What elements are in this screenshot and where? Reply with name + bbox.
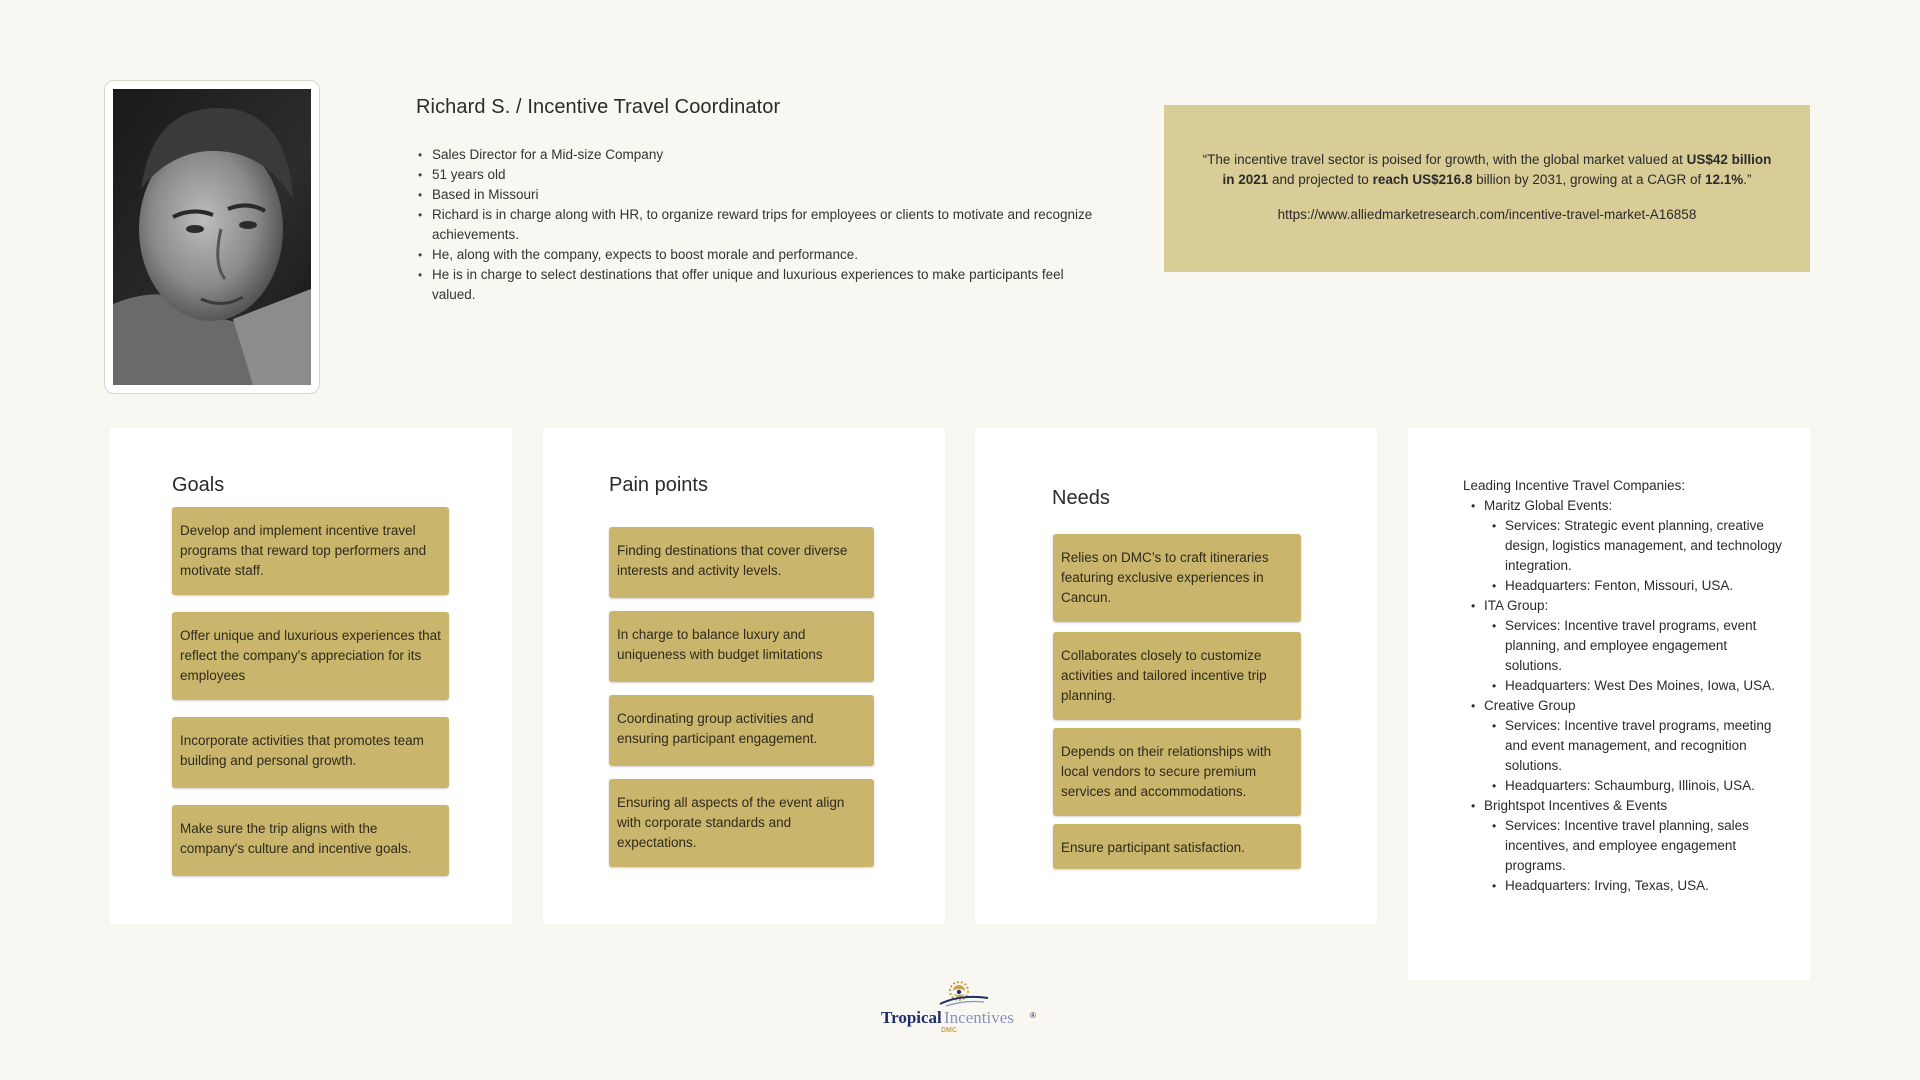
company-headquarters: • Headquarters: Fenton, Missouri, USA. bbox=[1484, 576, 1786, 596]
need-note: Relies on DMC’s to craft itineraries featuring exclusive experiences in Cancun. bbox=[1053, 534, 1301, 622]
pain-point-note: Coordinating group activities and ensuring participant engagement. bbox=[609, 695, 874, 766]
logo-word-tropical: Tropical bbox=[881, 1008, 942, 1027]
company-services: • Services: Strategic event planning, creative design, logistics management, and technology integration. bbox=[1484, 516, 1786, 576]
companies-card bbox=[1408, 428, 1810, 980]
goal-note: Offer unique and luxurious experiences that reflect the company's appreciation for its employees bbox=[172, 612, 449, 700]
company-item bbox=[1463, 496, 1786, 596]
persona-profile bbox=[416, 96, 1096, 305]
company-services: • Services: Incentive travel programs, meeting and event management, and recognition solutions. bbox=[1484, 716, 1786, 776]
need-note: Collaborates closely to customize activities and tailored incentive trip planning. bbox=[1053, 632, 1301, 720]
goals-heading: Goals bbox=[172, 474, 225, 496]
company-name: ITA Group: bbox=[1484, 598, 1549, 613]
pain-point-note: In charge to balance luxury and uniqueness with budget limitations bbox=[609, 611, 874, 682]
pain-points-heading: Pain points bbox=[609, 474, 708, 496]
persona-bullet: • Sales Director for a Mid-size Company bbox=[416, 145, 1096, 165]
pain-point-note: Finding destinations that cover diverse interests and activity levels. bbox=[609, 527, 874, 598]
goal-note: Make sure the trip aligns with the company's culture and incentive goals. bbox=[172, 805, 449, 876]
persona-bullets bbox=[416, 145, 1096, 305]
goals-card bbox=[110, 428, 512, 924]
needs-heading: Needs bbox=[1052, 487, 1110, 509]
company-headquarters: • Headquarters: West Des Moines, Iowa, USA. bbox=[1484, 676, 1786, 696]
portrait-photo bbox=[113, 89, 311, 385]
persona-bullet: • Richard is in charge along with HR, to organize reward trips for employees or clients to motivate and recognize achievements. bbox=[416, 205, 1096, 245]
need-note: Depends on their relationships with local vendors to secure premium services and accommodations. bbox=[1053, 728, 1301, 816]
company-item bbox=[1463, 796, 1786, 896]
market-quote: “The incentive travel sector is poised for growth, with the global market valued at US$42 billion in 2021 and projected to reach US$216.8 billion by 2031, growing at a CAGR of 12.1%.” bbox=[1202, 152, 1772, 187]
company-name: Brightspot Incentives & Events bbox=[1484, 798, 1668, 813]
companies-heading: Leading Incentive Travel Companies: bbox=[1463, 478, 1686, 493]
persona-bullet: • He, along with the company, expects to boost morale and performance. bbox=[416, 245, 1096, 265]
company-headquarters: • Headquarters: Irving, Texas, USA. bbox=[1484, 876, 1786, 896]
tropical-incentives-logo bbox=[880, 978, 1040, 1038]
logo-word-incentives: Incentives bbox=[944, 1008, 1014, 1027]
persona-bullet: • 51 years old bbox=[416, 165, 1096, 185]
company-services: • Services: Incentive travel programs, event planning, and employee engagement solutions. bbox=[1484, 616, 1786, 676]
persona-bullet: • Based in Missouri bbox=[416, 185, 1096, 205]
goal-note: Develop and implement incentive travel programs that reward top performers and motivate staff. bbox=[172, 507, 449, 595]
companies-list bbox=[1463, 496, 1786, 896]
need-note: Ensure participant satisfaction. bbox=[1053, 824, 1301, 869]
market-quote-box bbox=[1164, 105, 1810, 272]
sun-eye-icon bbox=[940, 982, 988, 1006]
company-item bbox=[1463, 596, 1786, 696]
company-services: • Services: Incentive travel planning, sales incentives, and employee engagement programs. bbox=[1484, 816, 1786, 876]
portrait-frame bbox=[104, 80, 320, 394]
company-item bbox=[1463, 696, 1786, 796]
persona-title: Richard S. / Incentive Travel Coordinator bbox=[416, 96, 781, 118]
company-name: Creative Group bbox=[1484, 698, 1576, 713]
pain-points-card bbox=[543, 428, 945, 924]
logo-registered-mark: ® bbox=[1030, 1011, 1036, 1020]
quote-source-link[interactable]: https://www.alliedmarketresearch.com/incentive-travel-market-A16858 bbox=[1277, 207, 1697, 222]
persona-bullet: • He is in charge to select destinations that offer unique and luxurious experiences to make participants feel valued. bbox=[416, 265, 1096, 305]
company-headquarters: • Headquarters: Schaumburg, Illinois, USA. bbox=[1484, 776, 1786, 796]
logo-dmc: DMC bbox=[941, 1027, 957, 1034]
pain-point-note: Ensuring all aspects of the event align with corporate standards and expectations. bbox=[609, 779, 874, 867]
needs-card bbox=[975, 428, 1377, 924]
goal-note: Incorporate activities that promotes team building and personal growth. bbox=[172, 717, 449, 788]
company-name: Maritz Global Events: bbox=[1484, 498, 1613, 513]
